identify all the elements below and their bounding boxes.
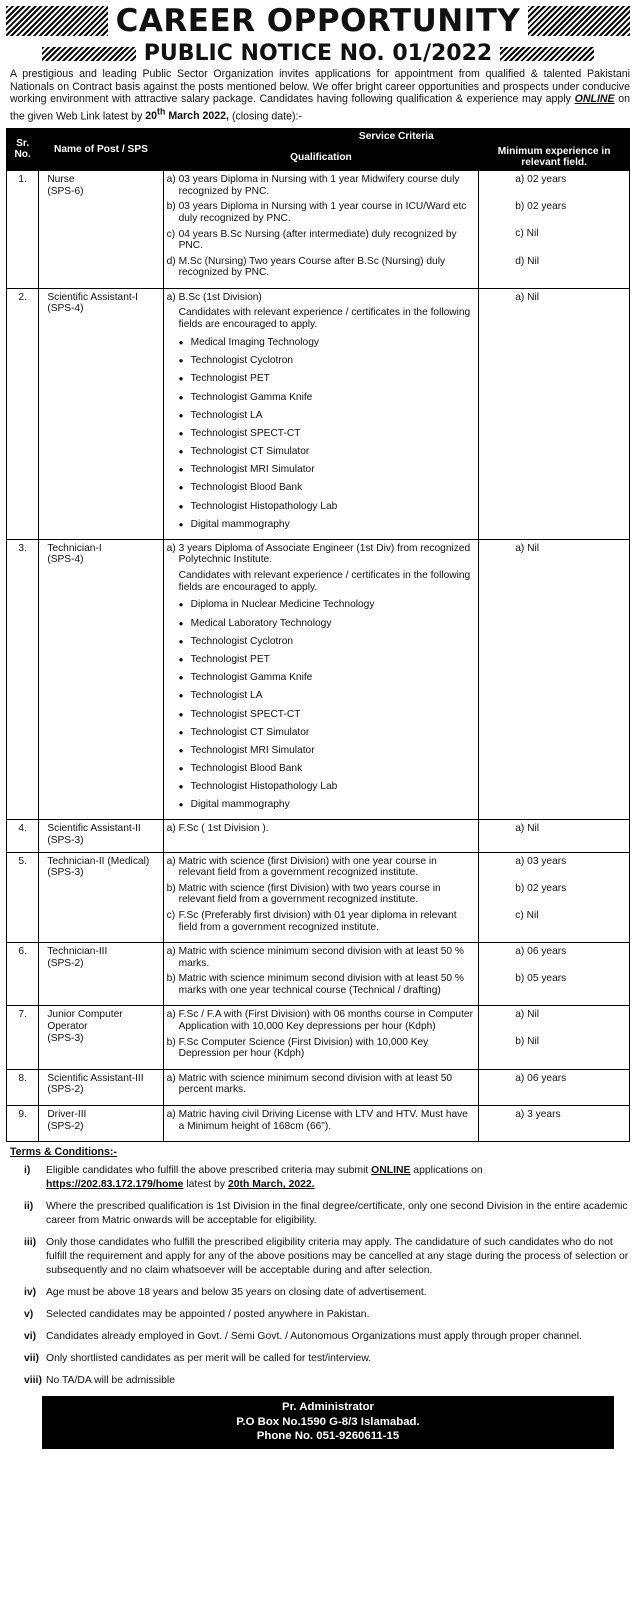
qualification-item	[167, 543, 476, 566]
row-sr: 1.	[7, 171, 39, 289]
table-row	[7, 1006, 630, 1069]
field-name: Technologist PET	[190, 653, 270, 665]
field-name: Technologist Histopathology Lab	[190, 500, 338, 512]
field-name: Technologist SPECT-CT	[190, 708, 301, 720]
term-text: Selected candidates may be appointed / posted anywhere in Pakistan.	[46, 1309, 370, 1321]
row-experience	[479, 288, 630, 539]
closing-date: 20th March, 2022.	[227, 1179, 315, 1191]
qualification-item	[167, 856, 476, 879]
post-name: Scientific Assistant-III	[47, 1072, 144, 1084]
experience-value: d) Nil	[515, 256, 540, 268]
term-body	[46, 1352, 630, 1366]
qualification-letter: a)	[166, 1072, 176, 1084]
post-name: Nurse	[47, 174, 75, 186]
field-bullet	[179, 632, 476, 650]
experience-value: a) Nil	[515, 291, 540, 303]
career-banner	[6, 2, 630, 40]
field-name: Technologist MRI Simulator	[190, 464, 315, 476]
post-sps: (SPS-3)	[47, 1032, 84, 1044]
qualification-item	[167, 910, 476, 933]
qualification-text: 3 years Diploma of Associate Engineer (1st Div) from recognized Polytechnic Institute.	[178, 542, 471, 566]
row-sr: 7.	[7, 1006, 39, 1069]
field-bullet	[179, 461, 476, 479]
bullet-icon: ●	[178, 392, 184, 402]
experience-value: b) 02 years	[515, 201, 567, 213]
post-sps: (SPS-2)	[47, 1120, 84, 1132]
bullet-icon: ●	[178, 600, 184, 610]
qualification-text: Matric having civil Driving License with LTV and HTV. Must have a Minimum height of 168cm (66").	[178, 1109, 468, 1132]
qualification-item	[167, 973, 476, 996]
term-item	[6, 1200, 630, 1228]
post-name: Technician-I	[47, 542, 102, 554]
field-bullet	[179, 614, 476, 632]
bullet-icon: ●	[178, 636, 184, 646]
experience-value: c) Nil	[515, 228, 539, 240]
qualification-letter: a)	[166, 174, 176, 186]
qualification-note: Candidates with relevant experience / certificates in the following fields are encouraged to apply.	[178, 569, 471, 593]
table-body	[7, 171, 630, 1142]
experience-value: c) Nil	[515, 909, 539, 921]
field-name: Medical Laboratory Technology	[190, 617, 332, 629]
row-post	[39, 539, 163, 820]
term-text: Only shortlisted candidates as per merit will be called for test/interview.	[46, 1353, 372, 1365]
row-experience	[479, 1069, 630, 1105]
field-bullet	[179, 651, 476, 669]
field-bullet	[179, 425, 476, 443]
bullet-icon: ●	[178, 337, 184, 347]
col-experience: Minimum experience in relevant field.	[479, 145, 630, 171]
row-post	[39, 852, 163, 943]
table-row	[7, 820, 630, 852]
term-number: vii)	[24, 1353, 40, 1365]
qualification-item	[167, 1073, 476, 1096]
bullet-icon: ●	[178, 727, 184, 737]
qualification-text: F.Sc ( 1st Division ).	[178, 823, 269, 835]
table-row	[7, 539, 630, 820]
term-number: iii)	[24, 1237, 37, 1249]
terms-heading: Terms & Conditions:-	[10, 1146, 117, 1159]
qualification-letter: b)	[166, 973, 176, 985]
qualification-item	[167, 256, 476, 279]
field-bullet	[179, 388, 476, 406]
field-name: Technologist Gamma Knife	[190, 672, 313, 684]
qualification-letter: b)	[166, 201, 176, 213]
terms-list	[6, 1164, 630, 1388]
term-item	[6, 1164, 630, 1192]
qualification-item	[167, 292, 476, 304]
row-qualification	[163, 288, 479, 539]
qualification-text: 03 years Diploma in Nursing with 1 year Midwifery course duly recognized by PNC.	[178, 174, 460, 197]
advertisement	[0, 2, 636, 1598]
row-experience	[479, 539, 630, 820]
bullet-icon: ●	[178, 465, 184, 475]
intro-date-sup: th	[157, 106, 166, 117]
term-body	[46, 1330, 630, 1344]
row-experience	[479, 852, 630, 943]
post-sps: (SPS-2)	[47, 957, 84, 969]
notice-number: PUBLIC NOTICE NO. 01/2022	[136, 41, 500, 67]
intro-date-day: 20	[145, 110, 158, 123]
term-number: v)	[24, 1309, 34, 1321]
post-name: Scientific Assistant-I	[47, 291, 138, 303]
intro-online: ONLINE	[574, 93, 615, 105]
field-name: Technologist Gamma Knife	[190, 391, 313, 403]
post-sps: (SPS-2)	[47, 1084, 84, 1096]
intro-paragraph	[10, 68, 630, 123]
field-bullet	[179, 516, 476, 534]
term-text: Where the prescribed qualification is 1st Division in the final degree/certificate, only one second Division in the entire academic career from Matric onwards will be acceptable for eligibility.	[46, 1201, 628, 1227]
field-bullet	[179, 760, 476, 778]
post-name: Junior Computer Operator	[47, 1009, 123, 1033]
qualification-item	[167, 201, 476, 224]
row-qualification	[163, 539, 479, 820]
field-bullet	[179, 479, 476, 497]
intro-after: (closing date):-	[229, 110, 303, 123]
posts-table	[6, 128, 630, 1143]
field-bullet	[179, 334, 476, 352]
qualification-letter: b)	[166, 1036, 176, 1048]
qualification-item	[167, 1037, 476, 1060]
page-title: CAREER OPPORTUNITY	[108, 2, 529, 40]
field-name: Technologist Cyclotron	[190, 635, 294, 647]
row-post	[39, 171, 163, 289]
intro-text: A prestigious and leading Public Sector Organization invites applications for appointment from qualified & talented Pakistani Nationals on Contract basis against the posts mentioned below. We offer bright career opportunities and prospects under conducive working environment with attractive salary package. Candidates having following qualification & experience may apply	[10, 68, 630, 105]
qualification-item	[167, 1009, 476, 1032]
row-experience	[479, 820, 630, 852]
row-experience	[479, 1006, 630, 1069]
qualification-letter: b)	[166, 882, 176, 894]
qualification-letter: c)	[166, 228, 176, 240]
row-sr: 8.	[7, 1069, 39, 1105]
term-item	[6, 1308, 630, 1322]
field-name: Digital mammography	[190, 518, 290, 530]
bullet-icon: ●	[178, 800, 184, 810]
field-bullet	[179, 796, 476, 814]
row-qualification	[163, 1069, 479, 1105]
field-name: Technologist CT Simulator	[190, 446, 310, 458]
field-bullet	[179, 497, 476, 515]
bullet-icon: ●	[178, 483, 184, 493]
row-qualification	[163, 1106, 479, 1142]
bullet-icon: ●	[178, 764, 184, 774]
col-post: Name of Post / SPS	[39, 128, 163, 171]
term-number: ii)	[24, 1201, 34, 1213]
bullet-icon: ●	[178, 618, 184, 628]
field-bullet	[179, 669, 476, 687]
row-post	[39, 943, 163, 1006]
field-name: Technologist MRI Simulator	[190, 744, 315, 756]
experience-value: a) Nil	[515, 1009, 540, 1021]
bullet-icon: ●	[178, 447, 184, 457]
post-sps: (SPS-3)	[47, 834, 84, 846]
post-name: Technician-III	[47, 946, 108, 958]
field-bullet	[179, 443, 476, 461]
application-link[interactable]: https://202.83.172.179/home	[46, 1179, 184, 1191]
bullet-icon: ●	[178, 410, 184, 420]
bullet-icon: ●	[178, 709, 184, 719]
post-sps: (SPS-4)	[47, 554, 84, 566]
qualification-text: Matric with science minimum second division with at least 50 % marks with one year technical course (Technical / drafting)	[178, 973, 464, 996]
term-item	[6, 1330, 630, 1344]
post-sps: (SPS-6)	[47, 185, 84, 197]
qualification-text: Matric with science (first Division) with one year course in relevant field from a government recognized institute.	[178, 855, 437, 879]
term-text: No TA/DA will be admissible	[46, 1375, 175, 1387]
row-experience	[479, 943, 630, 1006]
bullet-icon: ●	[178, 519, 184, 529]
table-row	[7, 171, 630, 289]
qualification-text: Matric with science minimum second division with at least 50 % marks.	[178, 946, 464, 969]
qualification-text: B.Sc (1st Division)	[178, 291, 262, 303]
table-row	[7, 1069, 630, 1105]
experience-value: b) 05 years	[515, 973, 567, 985]
qualification-note: Candidates with relevant experience / certificates in the following fields are encouraged to apply.	[178, 307, 471, 331]
field-name: Technologist PET	[190, 373, 270, 385]
intro-mid: on the given Web Link latest by	[10, 93, 630, 123]
term-body	[46, 1308, 630, 1322]
term-body	[46, 1286, 630, 1300]
row-qualification	[163, 943, 479, 1006]
experience-value: a) 06 years	[515, 1072, 567, 1084]
field-bullet	[179, 742, 476, 760]
row-post	[39, 1006, 163, 1069]
qualification-letter: a)	[166, 291, 176, 303]
term-body	[46, 1236, 630, 1278]
bullet-icon: ●	[178, 356, 184, 366]
term-number: iv)	[24, 1287, 37, 1299]
qualification-letter: c)	[166, 909, 176, 921]
table-row	[7, 943, 630, 1006]
post-sps: (SPS-3)	[47, 867, 84, 879]
row-post	[39, 288, 163, 539]
row-qualification	[163, 171, 479, 289]
bullet-icon: ●	[178, 501, 184, 511]
col-qualification: Qualification	[163, 145, 479, 171]
field-bullet	[179, 596, 476, 614]
term-number: vi)	[24, 1331, 37, 1343]
post-sps: (SPS-4)	[47, 303, 84, 315]
bullet-icon: ●	[178, 745, 184, 755]
notice-banner	[6, 41, 630, 67]
field-bullet	[179, 406, 476, 424]
table-row	[7, 288, 630, 539]
term-number: i)	[24, 1165, 31, 1177]
row-sr: 6.	[7, 943, 39, 1006]
row-sr: 4.	[7, 820, 39, 852]
bullet-icon: ●	[178, 691, 184, 701]
term-body	[46, 1374, 630, 1388]
qualification-text: 03 years Diploma in Nursing with 1 year course in ICU/Ward etc duly recognized by PNC.	[178, 201, 467, 224]
field-name: Technologist LA	[190, 690, 263, 702]
bullet-icon: ●	[178, 654, 184, 664]
row-sr: 5.	[7, 852, 39, 943]
field-name: Technologist Blood Bank	[190, 482, 303, 494]
experience-value: a) 03 years	[515, 855, 567, 867]
qualification-text: F.Sc Computer Science (First Division) with 10,000 Key Depression per hour (Kdph)	[178, 1036, 429, 1060]
field-bullet	[179, 778, 476, 796]
table-row	[7, 1106, 630, 1142]
field-name: Medical Imaging Technology	[190, 336, 319, 348]
qualification-text: F.Sc / F.A with (First Division) with 06 months course in Computer Application with 10,000 Key depressions per hour (Kdph)	[178, 1009, 473, 1033]
row-post	[39, 1106, 163, 1142]
qualification-text: Matric with science minimum second division with at least 50 percent marks.	[178, 1072, 453, 1096]
experience-value: b) 02 years	[515, 882, 567, 894]
qualification-letter: a)	[166, 542, 176, 554]
term-text: Eligible candidates who fulfill the above prescribed criteria may submit	[46, 1165, 372, 1177]
footer-designation: Pr. Administrator	[282, 1401, 374, 1414]
post-name: Scientific Assistant-II	[47, 823, 141, 835]
qualification-letter: a)	[166, 823, 176, 835]
footer-phone: Phone No. 051-9260611-15	[256, 1430, 400, 1443]
experience-value: a) 3 years	[515, 1109, 561, 1121]
experience-value: a) 02 years	[515, 174, 567, 186]
experience-value: a) Nil	[515, 823, 540, 835]
qualification-letter: a)	[166, 1109, 176, 1121]
row-sr: 3.	[7, 539, 39, 820]
row-post	[39, 820, 163, 852]
table-row	[7, 852, 630, 943]
field-name: Technologist LA	[190, 409, 263, 421]
row-post	[39, 1069, 163, 1105]
field-name: Diploma in Nuclear Medicine Technology	[190, 599, 375, 611]
signature-block	[42, 1396, 614, 1449]
qualification-item	[167, 883, 476, 906]
field-bullet	[179, 352, 476, 370]
field-name: Technologist CT Simulator	[190, 726, 310, 738]
term-item	[6, 1352, 630, 1366]
term-body	[46, 1164, 630, 1192]
term-online: ONLINE	[371, 1165, 411, 1177]
qualification-text: 04 years B.Sc Nursing (after intermediate) duly recognized by PNC.	[178, 228, 457, 252]
field-bullet	[179, 370, 476, 388]
col-sr: Sr. No.	[7, 128, 39, 171]
term-text-mid: applications on	[410, 1165, 483, 1177]
term-text: Only those candidates who fulfill the prescribed eligibility criteria may apply. The candidature of such candidates who do not fulfill the requirement and apply for any of the above positions may be cancelled at any stage during the process of selection or subsequently and no claim whatsoever will be acceptable during and after selection.	[46, 1237, 629, 1277]
row-experience	[479, 171, 630, 289]
term-number: viii)	[24, 1375, 42, 1387]
row-qualification	[163, 820, 479, 852]
row-experience	[479, 1106, 630, 1142]
qualification-text: F.Sc (Preferably first division) with 01 year diploma in relevant field from a government recognized institute.	[178, 909, 457, 933]
term-item	[6, 1236, 630, 1278]
field-bullet	[179, 687, 476, 705]
term-item	[6, 1374, 630, 1388]
field-name: Technologist Blood Bank	[190, 763, 303, 775]
bullet-icon: ●	[178, 428, 184, 438]
qualification-item	[167, 946, 476, 969]
bullet-icon: ●	[178, 374, 184, 384]
row-sr: 9.	[7, 1106, 39, 1142]
bullet-icon: ●	[178, 782, 184, 792]
qualification-letter: a)	[166, 855, 176, 867]
qualification-item	[167, 823, 476, 835]
qualification-letter: a)	[166, 1009, 176, 1021]
row-qualification	[163, 852, 479, 943]
field-bullet	[179, 705, 476, 723]
experience-value: b) Nil	[515, 1036, 540, 1048]
field-name: Digital mammography	[190, 799, 290, 811]
footer-address: P.O Box No.1590 G-8/3 Islamabad.	[236, 1415, 420, 1428]
row-sr: 2.	[7, 288, 39, 539]
qualification-text: M.Sc (Nursing) Two years Course after B.Sc (Nursing) duly recognized by PNC.	[178, 255, 446, 279]
post-name: Technician-II (Medical)	[47, 855, 150, 867]
qualification-letter: d)	[166, 255, 176, 267]
term-body	[46, 1200, 630, 1228]
experience-value: a) 06 years	[515, 946, 567, 958]
intro-date-rest: March 2022,	[165, 110, 229, 123]
post-name: Driver-III	[47, 1109, 87, 1121]
qualification-item	[167, 229, 476, 252]
col-service: Service Criteria	[163, 128, 629, 145]
row-qualification	[163, 1006, 479, 1069]
qualification-letter: a)	[166, 946, 176, 958]
field-name: Technologist Histopathology Lab	[190, 781, 338, 793]
field-name: Technologist Cyclotron	[190, 355, 294, 367]
term-text-latest: latest by	[183, 1179, 228, 1191]
bullet-icon: ●	[178, 673, 184, 683]
qualification-item	[167, 174, 476, 197]
field-bullet	[179, 723, 476, 741]
term-text: Age must be above 18 years and below 35 years on closing date of advertisement.	[46, 1287, 427, 1299]
experience-value: a) Nil	[515, 542, 540, 554]
term-item	[6, 1286, 630, 1300]
qualification-text: Matric with science (first Division) with two years course in relevant field from a government recognized institute.	[178, 882, 441, 906]
term-text: Candidates already employed in Govt. / Semi Govt. / Autonomous Organizations must apply through proper channel.	[46, 1331, 582, 1343]
field-name: Technologist SPECT-CT	[190, 427, 301, 439]
qualification-item	[167, 1109, 476, 1132]
